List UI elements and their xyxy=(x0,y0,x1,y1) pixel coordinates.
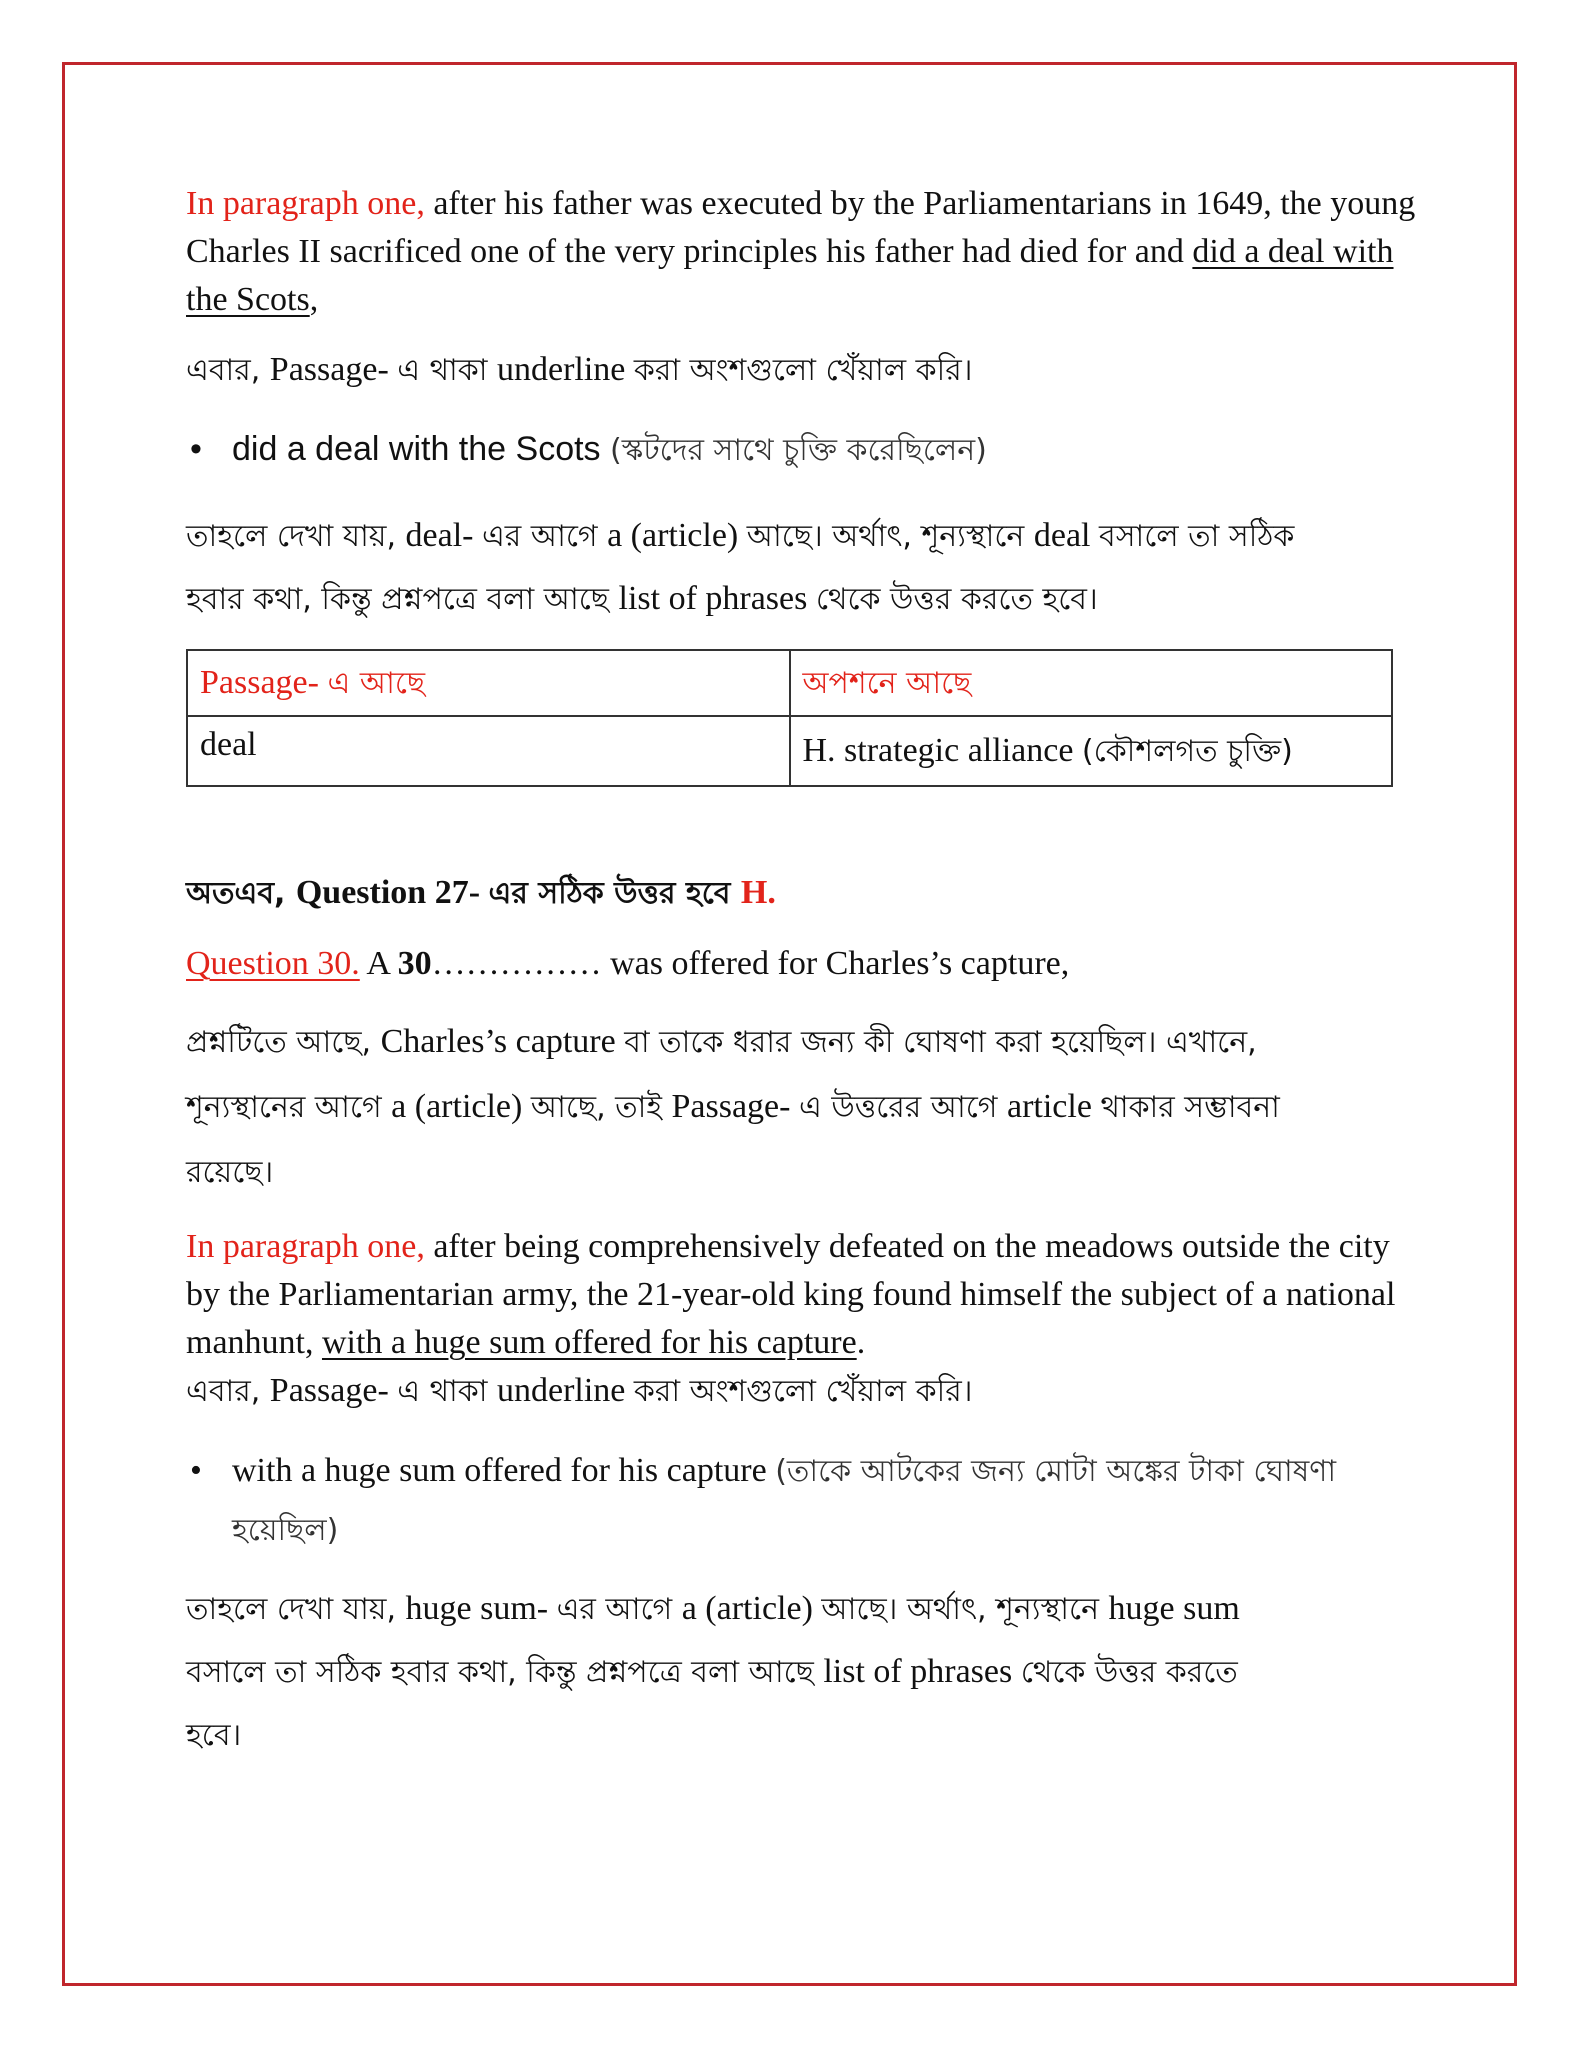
paragraph-quote-1 xyxy=(186,180,1416,324)
table-header-cell xyxy=(790,650,1393,716)
bn-text: থেকে উত্তর করতে xyxy=(1020,1655,1238,1690)
bn-text: এবার, xyxy=(186,353,270,388)
bullet-en-text: with a huge sum offered for his capture xyxy=(232,1452,776,1489)
bn-text: রয়েছে। xyxy=(186,1155,274,1190)
explanation-2 xyxy=(186,1578,1416,1767)
bullet-icon: • xyxy=(190,1452,202,1489)
quote-tail: . xyxy=(856,1324,866,1361)
en-text: a (article) xyxy=(681,1590,822,1627)
explanation-1 xyxy=(186,505,1416,631)
en-text: huge sum xyxy=(1108,1590,1240,1627)
bn-text: বা তাকে ধরার জন্য কী ঘোষণা করা হয়েছিল। এখানে, xyxy=(624,1025,1257,1060)
paragraph-reference: In paragraph one, xyxy=(186,185,425,222)
en-text: Question 27- xyxy=(295,874,489,911)
table-row xyxy=(187,716,1392,786)
bullet-item-2 xyxy=(186,1442,1416,1560)
paragraph-reference: In paragraph one, xyxy=(186,1228,425,1265)
blank-dots: …………… xyxy=(431,945,611,982)
bn-text: তাহলে দেখা যায়, xyxy=(186,519,406,554)
bn-text: আছে। অর্থাৎ, শূন্যস্থানে xyxy=(821,1592,1109,1627)
quote-text: after being comprehensively defeated on the meadows outside the city by the Parliamentarian army, the 21-year-old king found himself the subject of a national manhunt, xyxy=(186,1228,1396,1361)
bn-text: তাহলে দেখা যায়, xyxy=(186,1592,406,1627)
en-text: list of phrases xyxy=(618,580,816,617)
bn-text: আছে, তাই xyxy=(530,1090,672,1125)
bn-text: আছে। অর্থাৎ, শূন্যস্থানে xyxy=(746,519,1034,554)
table-header-cell xyxy=(187,650,790,716)
bn-text: এর আগে xyxy=(556,1592,682,1627)
en-text: a (article) xyxy=(607,517,747,554)
bn-text: শূন্যস্থানের আগে xyxy=(186,1090,392,1125)
bn-text: এ থাকা xyxy=(397,353,497,388)
bn-text: এবার, xyxy=(186,1374,270,1409)
en-text: Charles’s capture xyxy=(380,1023,625,1060)
notice-line-2 xyxy=(186,1367,1416,1416)
bn-text: এর সঠিক উত্তর হবে xyxy=(488,876,741,911)
bn-text: করা অংশগুলো খেঁয়াল করি। xyxy=(633,353,973,388)
bn-text: হবার কথা, কিন্তু প্রশ্নপত্রে বলা আছে xyxy=(186,582,619,617)
explanation-30 xyxy=(186,1010,1416,1205)
bullet-icon: • xyxy=(190,430,202,468)
blank-number: 30 xyxy=(397,945,432,982)
bullet-en-text: did a deal with the Scots xyxy=(232,430,611,468)
en-text: was offered for Charles’s capture, xyxy=(610,945,1070,982)
header-bn-text: এ আছে xyxy=(327,665,426,701)
quote-text: after his father was executed by the Parliamentarians in 1649, the young Charles II sacrificed one of the very principles his father had died for and xyxy=(186,185,1416,270)
question-label: Question 30. xyxy=(186,945,360,982)
bn-text: অতএব, xyxy=(186,876,296,911)
bn-text: এর আগে xyxy=(481,519,608,554)
underlined-phrase: did a deal with the Scots xyxy=(186,233,1394,318)
table-cell xyxy=(790,716,1393,786)
bn-text: বসালে তা সঠিক হবার কথা, কিন্তু প্রশ্নপত্রে বলা আছে xyxy=(186,1655,824,1690)
notice-line-1 xyxy=(186,346,1416,395)
answer-line-27 xyxy=(186,869,1416,918)
bn-text: হবে। xyxy=(186,1718,242,1753)
underlined-phrase: with a huge sum offered for his capture xyxy=(321,1324,857,1361)
en-text: article xyxy=(1007,1088,1101,1125)
en-text: A xyxy=(359,945,398,982)
bn-text: এ উত্তরের আগে xyxy=(798,1090,1007,1125)
bullet-item-1 xyxy=(186,425,1416,475)
table-header-row xyxy=(187,650,1392,716)
en-text: deal xyxy=(1033,517,1100,554)
en-text: Passage- xyxy=(269,1372,398,1409)
bn-text: থেকে উত্তর করতে হবে। xyxy=(815,582,1098,617)
quote-tail: , xyxy=(309,281,319,318)
answer-letter: H. xyxy=(740,874,776,911)
cell-text: deal xyxy=(200,726,257,763)
paragraph-quote-2 xyxy=(186,1223,1416,1367)
en-text: underline xyxy=(496,1372,634,1409)
question-30 xyxy=(186,940,1416,988)
bn-text: এ থাকা xyxy=(397,1374,497,1409)
bn-text: বসালে তা সঠিক xyxy=(1099,519,1295,554)
bullet-bn-text: (স্কটদের সাথে চুক্তি করেছিলেন) xyxy=(610,433,987,468)
bullet-bn-text: (তাকে আটকের জন্য মোটা অঙ্কের টাকা ঘোষণা হয়েছিল) xyxy=(232,1454,1337,1548)
en-text: a (article) xyxy=(391,1088,531,1125)
comparison-table xyxy=(186,649,1393,787)
en-text: Passage- xyxy=(269,351,398,388)
cell-text: H. strategic alliance xyxy=(802,731,1082,769)
en-text: huge sum- xyxy=(405,1590,557,1627)
table-cell xyxy=(187,716,790,786)
header-en-text: Passage- xyxy=(200,663,328,701)
en-text: deal- xyxy=(405,517,482,554)
bn-text: থাকার সম্ভাবনা xyxy=(1100,1090,1280,1125)
en-text: list of phrases xyxy=(823,1653,1021,1690)
cell-bn-text: (কৌশলগত চুক্তি) xyxy=(1081,733,1293,769)
bn-text: করা অংশগুলো খেঁয়াল করি। xyxy=(633,1374,973,1409)
header-bn-text: অপশনে আছে xyxy=(802,665,972,701)
en-text: underline xyxy=(496,351,634,388)
bn-text: প্রশ্নটিতে আছে, xyxy=(186,1025,381,1060)
document-content xyxy=(186,180,1416,1767)
en-text: Passage- xyxy=(671,1088,799,1125)
